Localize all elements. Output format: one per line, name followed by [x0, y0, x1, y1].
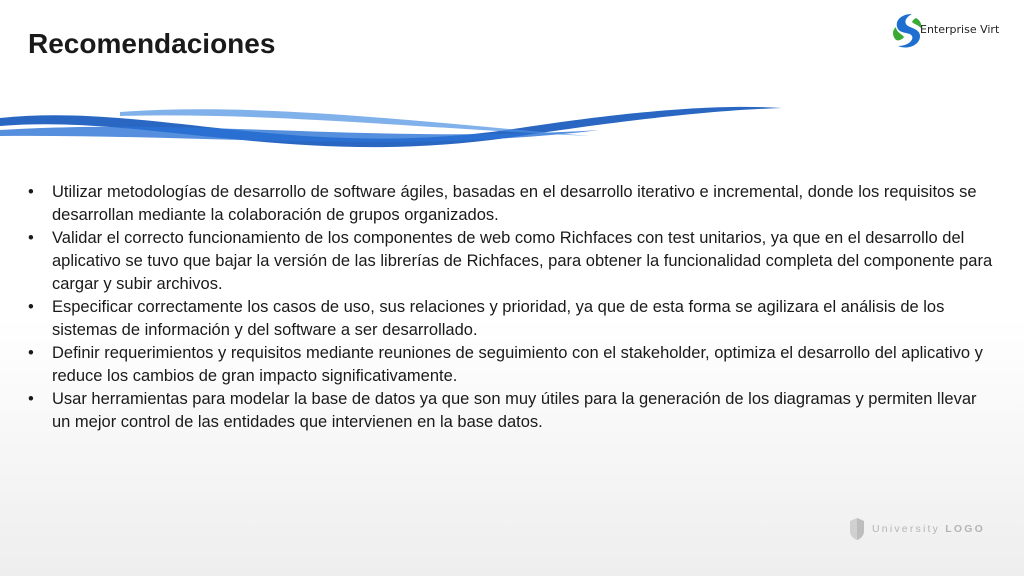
list-item-text: Especificar correctamente los casos de uso, sus relaciones y prioridad, ya que de esta forma se agilizara el análisis de los sistemas de información y del software a ser desarrollado. — [52, 298, 945, 339]
bullet-dot: • — [28, 298, 34, 316]
list-item — [28, 227, 998, 296]
list-item-text: Usar herramientas para modelar la base de datos ya que son muy útiles para la generación de los diagramas y permiten llevar un mejor control de las entidades que intervienen en la base datos. — [52, 390, 977, 431]
list-item — [28, 388, 998, 434]
recommendations-list — [28, 181, 998, 434]
logo-swirl-icon — [890, 10, 924, 50]
university-logo-text — [872, 523, 985, 535]
footer-label: University — [872, 523, 946, 535]
logo-text: Enterprise Virt — [920, 23, 1000, 36]
university-logo — [848, 517, 998, 543]
slide-title: Recomendaciones — [28, 28, 276, 59]
decorative-swoosh — [0, 92, 790, 156]
list-item-text: Definir requerimientos y requisitos mediante reuniones de seguimiento con el stakeholder, optimiza el desarrollo del aplicativo y reduce los cambios de gran impacto significativamente. — [52, 344, 983, 385]
bullet-dot: • — [28, 183, 34, 201]
enterprise-logo — [890, 10, 1008, 50]
footer-logo-word: LOGO — [945, 523, 985, 535]
list-item — [28, 296, 998, 342]
list-item — [28, 342, 998, 388]
list-item-text: Utilizar metodologías de desarrollo de software ágiles, basadas en el desarrollo iterativo e incremental, donde los requisitos se desarrollan mediante la colaboración de grupos organizados. — [52, 183, 977, 224]
list-item — [28, 181, 998, 227]
shield-icon — [848, 517, 866, 541]
bullet-dot: • — [28, 390, 34, 408]
bullet-dot: • — [28, 229, 34, 247]
list-item-text: Validar el correcto funcionamiento de los componentes de web como Richfaces con test unitarios, ya que en el desarrollo del aplicativo se tuvo que bajar la versión de las librerías de Richfaces, para obtener la funcionalidad completa del componente para cargar y subir archivos. — [52, 229, 993, 293]
bullet-dot: • — [28, 344, 34, 362]
